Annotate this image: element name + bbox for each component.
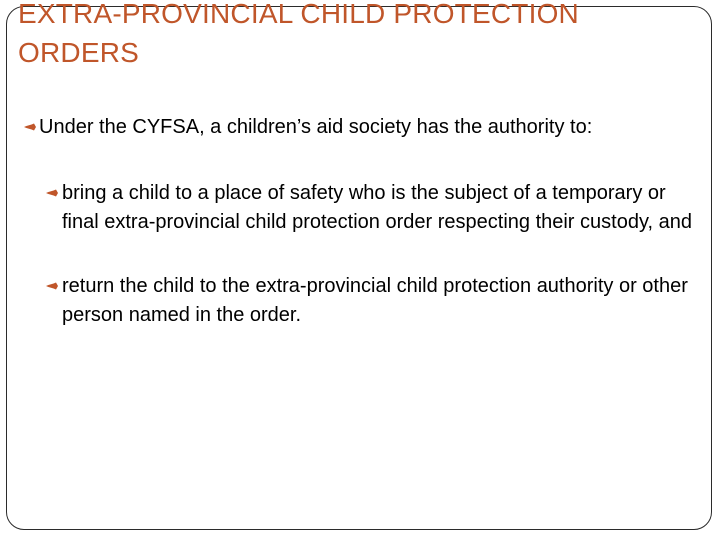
bullet-text-bring-child: bring a child to a place of safety who is the subject of a temporary or final extra-provincial child protection order respecting their custody, and [62, 182, 692, 233]
bullet-text-return-child: return the child to the extra-provincial child protection authority or other person named in the order. [62, 275, 688, 326]
slide-body [0, 113, 720, 330]
bullet-level2 [62, 272, 692, 330]
bullet-marker-shape [46, 283, 58, 290]
spacer [0, 142, 720, 179]
bullet-level1 [39, 113, 689, 142]
bullet-marker-icon [45, 188, 59, 198]
bullet-marker-shape [46, 190, 58, 197]
spacer [0, 237, 720, 272]
bullet-level2 [62, 179, 692, 237]
slide-title: EXTRA-PROVINCIAL CHILD PROTECTION ORDERS [18, 0, 579, 68]
bullet-marker-icon [45, 281, 59, 291]
bullet-marker-icon [23, 122, 37, 132]
bullet-marker-shape [24, 124, 36, 131]
bullet-text-authority: Under the CYFSA, a children’s aid society has the authority to: [39, 116, 593, 138]
